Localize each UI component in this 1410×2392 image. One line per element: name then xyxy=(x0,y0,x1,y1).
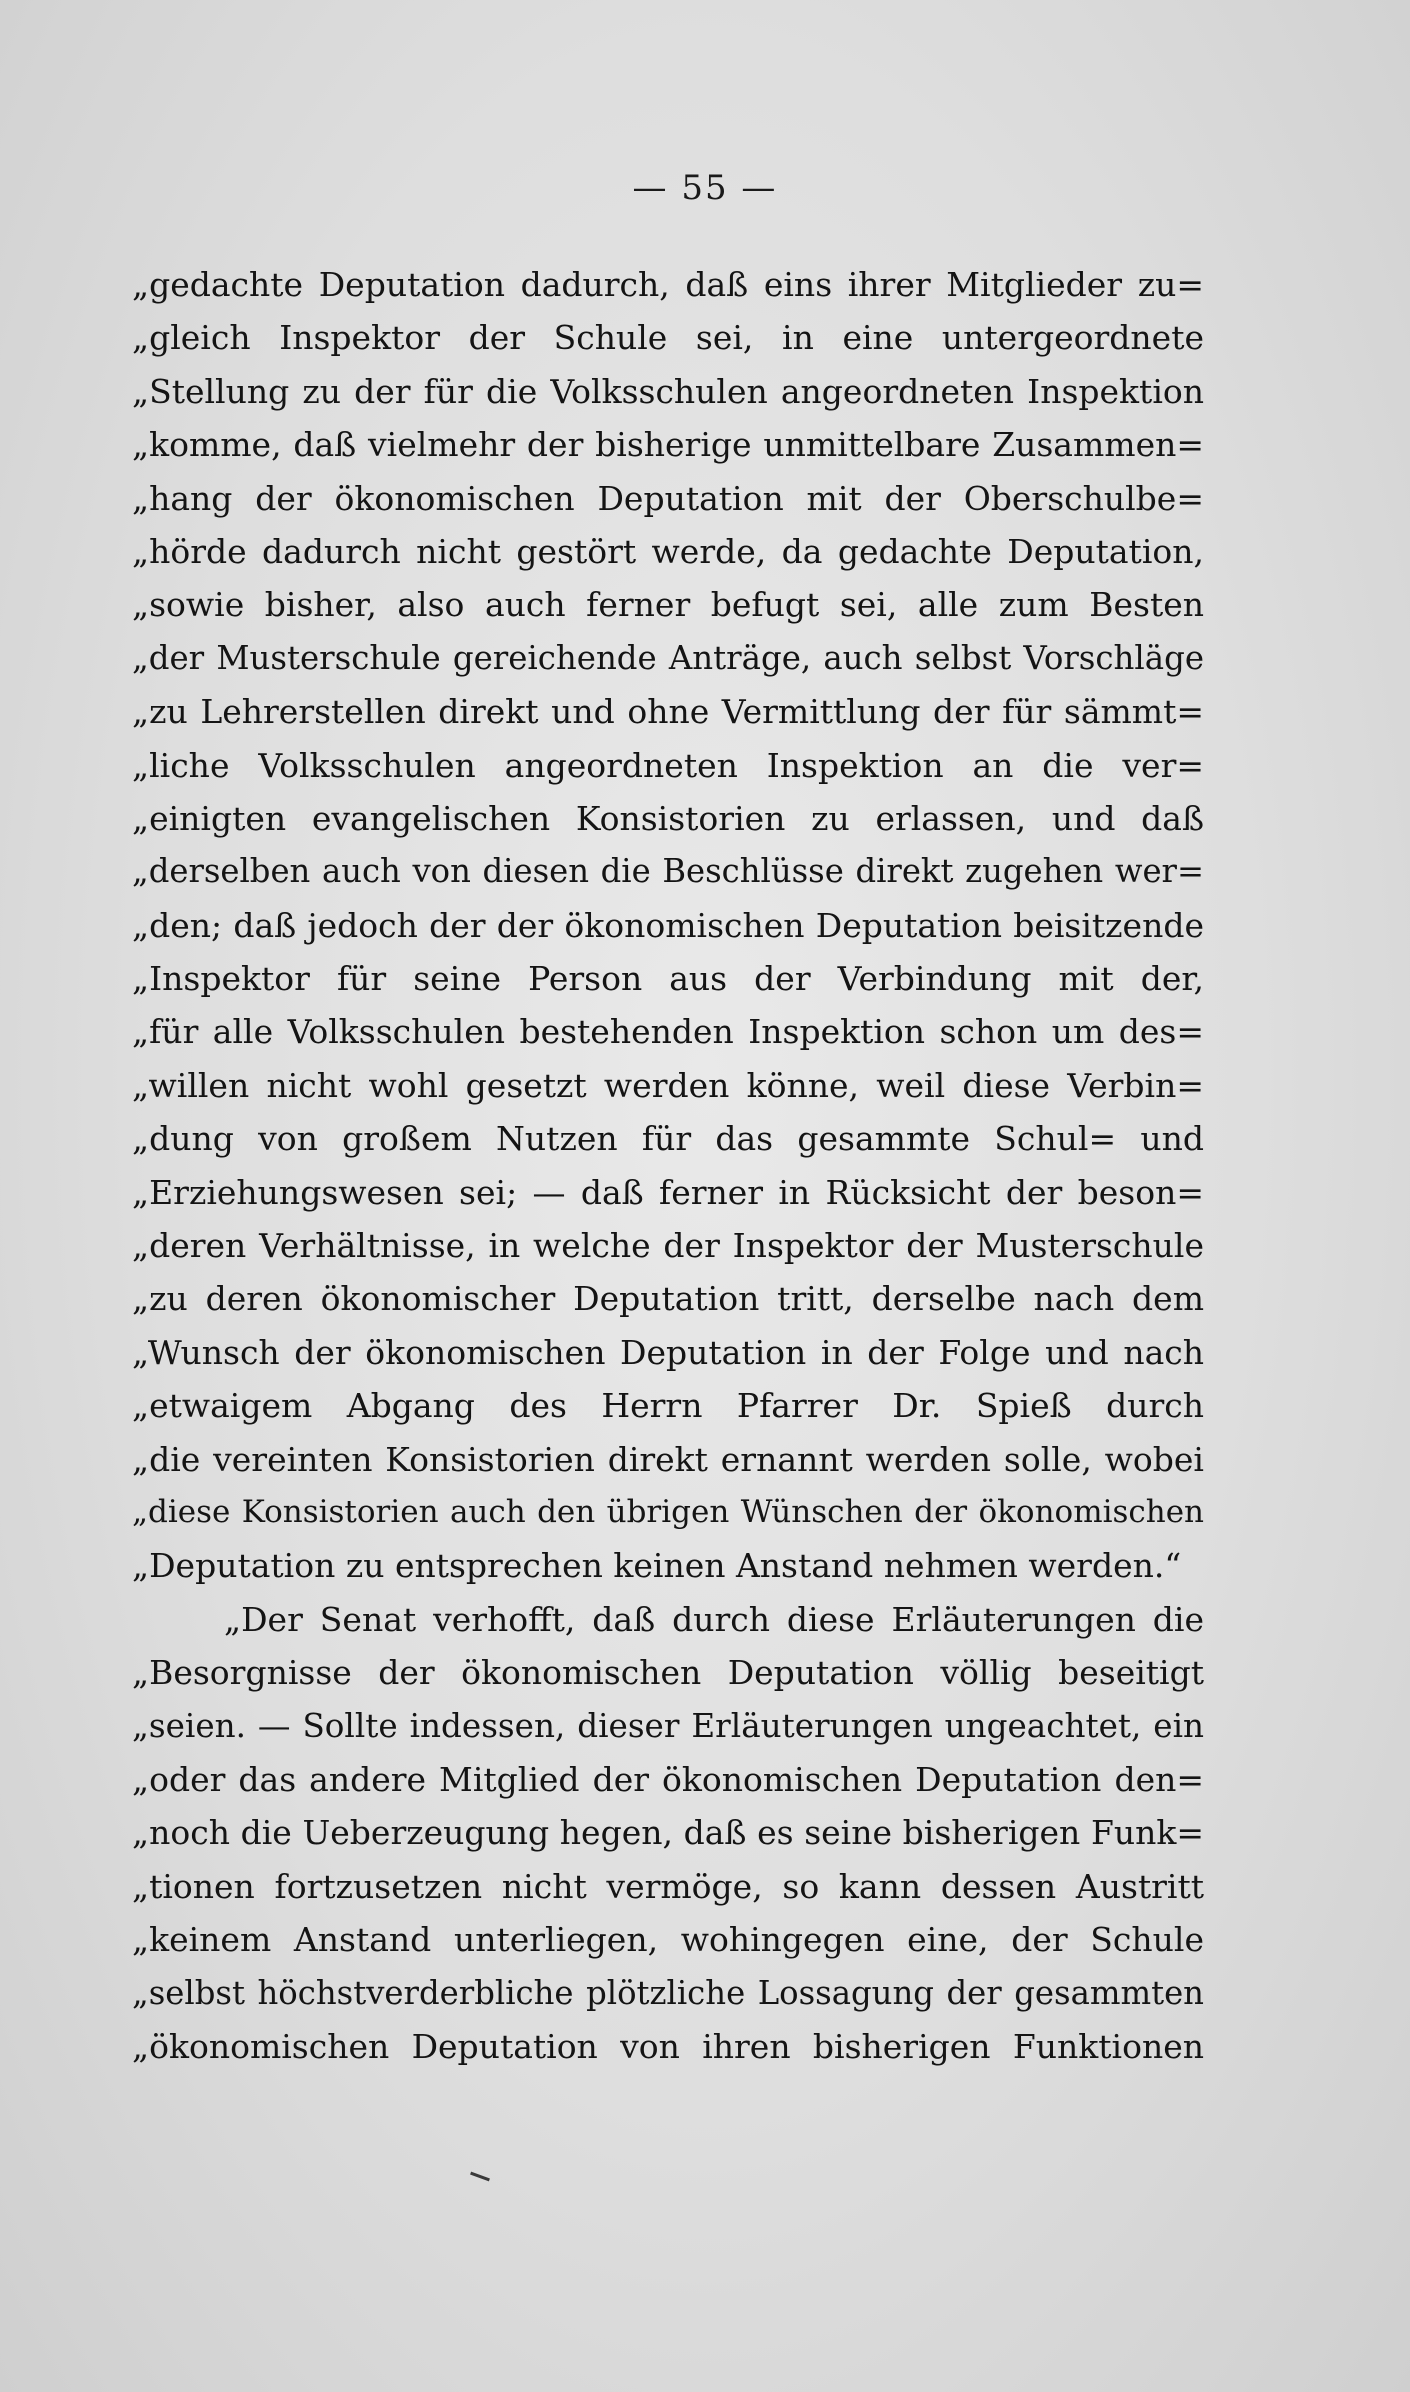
text-line: „hörde dadurch nicht gestört werde, da gedachte Deputation, xyxy=(132,531,1204,571)
text-line: „komme, daß vielmehr der bisherige unmittelbare Zusammen= xyxy=(132,425,1204,465)
text-line: „dung von großem Nutzen für das gesammte Schul= und xyxy=(132,1119,1204,1159)
text-line: „einigten evangelischen Konsistorien zu erlassen, und daß xyxy=(132,798,1204,838)
text-line: „der Musterschule gereichende Anträge, auch selbst Vorschläge xyxy=(132,638,1204,677)
body-text xyxy=(132,258,1204,2073)
text-line: „sowie bisher, also auch ferner befugt sei, alle zum Besten xyxy=(132,585,1204,625)
text-line: „seien. — Sollte indessen, dieser Erläuterungen ungeachtet, ein xyxy=(132,1706,1204,1745)
paragraph-start-line: „Der Senat verhofft, daß durch diese Erläuterungen die xyxy=(224,1599,1204,1639)
page-number: — 55 — xyxy=(632,168,778,208)
text-line: „diese Konsistorien auch den übrigen Wünschen der ökonomischen xyxy=(132,1493,1204,1530)
text-line: „zu deren ökonomischer Deputation tritt, derselbe nach dem xyxy=(132,1279,1204,1319)
text-line: „Wunsch der ökonomischen Deputation in der Folge und nach xyxy=(132,1332,1204,1372)
text-line: „Erziehungswesen sei; — daß ferner in Rücksicht der beson= xyxy=(132,1172,1204,1212)
text-line: „hang der ökonomischen Deputation mit der Oberschulbe= xyxy=(132,478,1204,518)
text-line: „Deputation zu entsprechen keinen Anstand nehmen werden.“ xyxy=(132,1546,1182,1586)
text-line: „Inspektor für seine Person aus der Verbindung mit der, xyxy=(132,959,1204,999)
text-line: „gedachte Deputation dadurch, daß eins ihrer Mitglieder zu= xyxy=(132,265,1204,304)
text-line: „oder das andere Mitglied der ökonomischen Deputation den= xyxy=(132,1759,1204,1799)
text-line: „derselben auch von diesen die Beschlüsse direkt zugehen wer= xyxy=(132,852,1204,891)
text-line: „zu Lehrerstellen direkt und ohne Vermittlung der für sämmt= xyxy=(132,692,1204,732)
text-line: „etwaigem Abgang des Herrn Pfarrer Dr. Spieß durch xyxy=(132,1386,1204,1426)
text-line: „selbst höchstverderbliche plötzliche Lossagung der gesammten xyxy=(132,1973,1204,2012)
ink-speck xyxy=(470,2172,490,2182)
text-line: „keinem Anstand unterliegen, wohingegen eine, der Schule xyxy=(132,1920,1204,1960)
text-line: „willen nicht wohl gesetzt werden könne, weil diese Verbin= xyxy=(132,1065,1204,1105)
text-line: „deren Verhältnisse, in welche der Inspektor der Musterschule xyxy=(132,1226,1204,1266)
text-line: „tionen fortzusetzen nicht vermöge, so kann dessen Austritt xyxy=(132,1866,1204,1906)
text-line: „gleich Inspektor der Schule sei, in eine untergeordnete xyxy=(132,318,1204,358)
text-line: „noch die Ueberzeugung hegen, daß es seine bisherigen Funk= xyxy=(132,1813,1204,1853)
text-line: „Besorgnisse der ökonomischen Deputation völlig beseitigt xyxy=(132,1653,1204,1693)
text-line: „für alle Volksschulen bestehenden Inspektion schon um des= xyxy=(132,1012,1204,1052)
text-line: „Stellung zu der für die Volksschulen angeordneten Inspektion xyxy=(132,371,1204,411)
text-line: „den; daß jedoch der der ökonomischen Deputation beisitzende xyxy=(132,905,1204,945)
text-line: „liche Volksschulen angeordneten Inspektion an die ver= xyxy=(132,745,1204,785)
text-line: „ökonomischen Deputation von ihren bisherigen Funktionen xyxy=(132,2026,1204,2066)
text-line: „die vereinten Konsistorien direkt ernannt werden solle, wobei xyxy=(132,1439,1204,1479)
